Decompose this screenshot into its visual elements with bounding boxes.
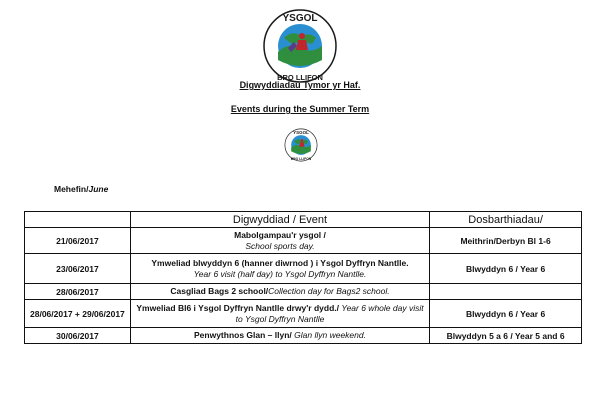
event-classes: Blwyddyn 6 / Year 6 [430,254,582,284]
event-date: 23/06/2017 [25,254,131,284]
school-logo-small [284,128,318,162]
heading-welsh: Digwyddiadau Tymor yr Haf. [239,80,361,90]
event-welsh: Ymweliad Bl6 i Ysgol Dyffryn Nantlle drwy'r dydd./ [136,302,339,313]
event-description [130,300,429,328]
month-welsh: Mehefin/ [54,184,89,194]
header-event: Digwyddiad / Event [130,212,429,228]
table-row [25,328,582,344]
event-date: 28/06/2017 [25,284,131,300]
event-date: 28/06/2017 + 29/06/2017 [25,300,131,328]
event-welsh: Ymweliad blwyddyn 6 (hanner diwrnod ) i Ysgol Dyffryn Nantlle. [151,257,409,268]
event-classes: Blwyddyn 5 a 6 / Year 5 and 6 [430,328,582,344]
header-date [25,212,131,228]
event-welsh: Casgliad Bags 2 school/ [170,286,269,296]
logo-bottom-text: BRO LLIFON [277,73,323,82]
event-english: Glan llyn weekend. [294,330,366,340]
logo-top-text: YSGOL [282,13,318,24]
table-row [25,228,582,254]
event-description [130,284,429,300]
event-english: Year 6 whole day visit to Ysgol Dyffryn Nantlle [235,302,424,324]
event-welsh: Mabolgampau'r ysgol / [234,229,326,240]
event-date: 30/06/2017 [25,328,131,344]
event-classes: Blwyddyn 6 / Year 6 [430,300,582,328]
event-classes: Meithrin/Derbyn Bl 1-6 [430,228,582,254]
table-row [25,254,582,284]
event-description [130,254,429,284]
event-date: 21/06/2017 [25,228,131,254]
table-header-row [25,212,582,228]
event-description [130,328,429,344]
month-english: June [88,184,109,194]
month-label [54,184,108,194]
heading-english: Events during the Summer Term [230,104,370,114]
table-row [25,300,582,328]
event-welsh: Penwythnos Glan – llyn/ [194,330,292,340]
header-classes: Dosbarthiadau/ [430,212,582,228]
event-english: Year 6 visit (half day) to Ysgol Dyffryn Nantlle. [193,268,367,279]
school-logo [262,8,338,84]
logo-small-bottom-text: BRO LLIFON [290,157,312,162]
event-english: School sports day. [245,240,315,251]
event-description [130,228,429,254]
event-classes [430,284,582,300]
event-english: Collection day for Bags2 school. [268,286,390,296]
events-table [24,211,582,344]
logo-small-top-text: YSGOL [293,129,309,135]
table-row [25,284,582,300]
